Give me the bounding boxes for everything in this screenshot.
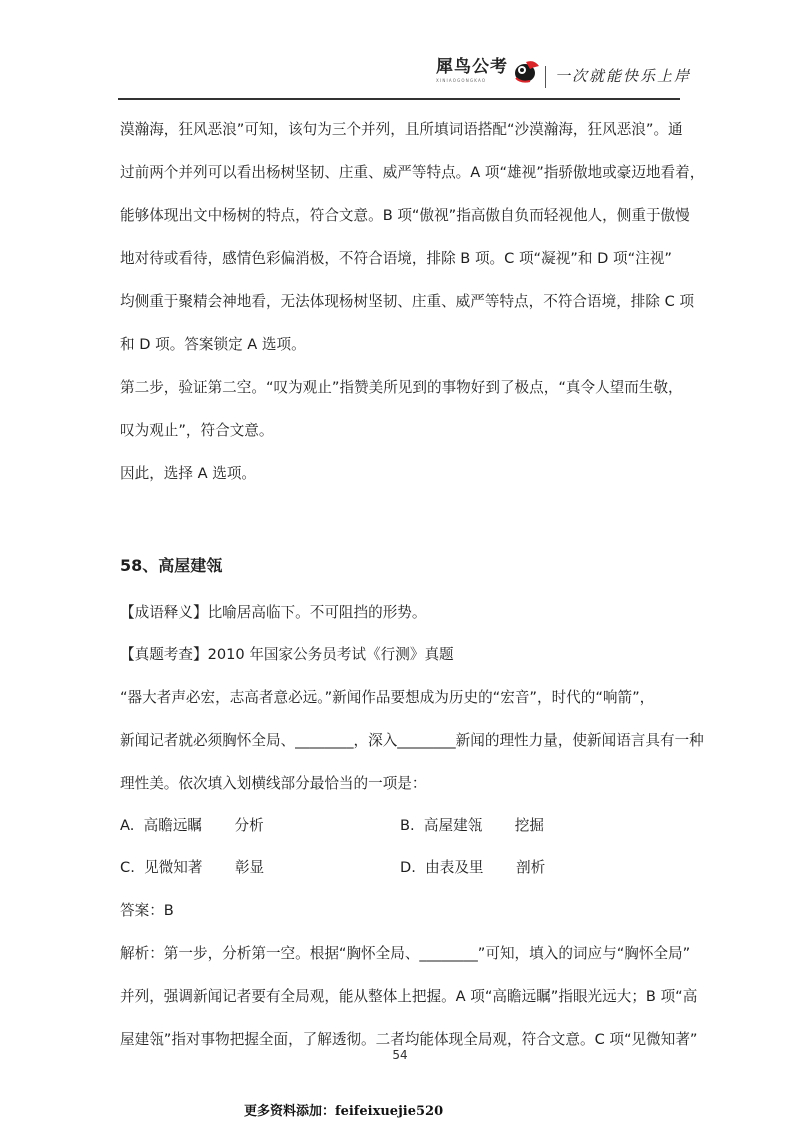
brand-subtitle: XINIAOGONGKAO xyxy=(436,78,487,83)
text-line: 能够体现出文中杨树的特点，符合文意。B 项“傲视”指高傲自负而轻视他人，侧重于傲慢 xyxy=(120,207,690,224)
page-number: 54 xyxy=(392,1048,408,1062)
question-title: 58、高屋建瓴 xyxy=(120,556,223,575)
option-c: C. 见微知著 彰显 xyxy=(120,859,265,876)
header-divider xyxy=(545,66,546,88)
text-line: 和 D 项。答案锁定 A 选项。 xyxy=(120,336,306,353)
options-row xyxy=(120,847,680,889)
question-stem-line: “器大者声必宏，志高者意必远。”新闻作品要想成为历史的“宏音”，时代的“响箭”， xyxy=(120,689,655,706)
text-line: 第二步，验证第二空。“叹为观止”指赞美所见到的事物好到了极点，“真令人望而生敬， xyxy=(120,379,683,396)
brand-logo xyxy=(436,56,540,88)
idiom-meaning: 【成语释义】比喻居高临下。不可阻挡的形势。 xyxy=(120,604,427,621)
text-line: 叹为观止”，符合文意。 xyxy=(120,422,274,439)
text-line: 因此，选择 A 选项。 xyxy=(120,465,257,482)
page-header xyxy=(0,0,800,100)
section-gap xyxy=(120,495,680,550)
hornbill-bird-icon xyxy=(512,58,540,88)
option-d: D. 由表及里 剖析 xyxy=(400,859,546,876)
text-line: 均侧重于聚精会神地看，无法体现杨树坚韧、庄重、威严等特点，不符合语境，排除 C 项 xyxy=(120,293,695,310)
analysis-continued xyxy=(120,108,705,495)
page-content xyxy=(120,108,705,1061)
option-a: A. 高瞻远瞩 分析 xyxy=(120,817,264,834)
brand-slogan: 一次就能快乐上岸 xyxy=(555,67,692,85)
header-rule xyxy=(118,98,680,100)
question-stem-line: 新闻记者就必须胸怀全局、________，深入________新闻的理性力量，使新闻语言具有一种 xyxy=(120,732,704,749)
brand-name: 犀鸟公考 xyxy=(436,57,508,77)
title-gap xyxy=(120,582,680,592)
answer-line: 答案：B xyxy=(120,902,174,919)
text-line: 过前两个并列可以看出杨树坚韧、庄重、威严等特点。A 项“雄视”指骄傲地或豪迈地看着， xyxy=(120,164,705,181)
exam-source: 【真题考查】2010 年国家公务员考试《行测》真题 xyxy=(120,646,454,663)
option-b: B. 高屋建瓴 挖掘 xyxy=(400,817,544,834)
text-line: 地对待或看待，感情色彩偏消极，不符合语境，排除 B 项。C 项“凝视”和 D 项“注视” xyxy=(120,250,672,267)
analysis-line: 屋建瓴”指对事物把握全面，了解透彻。二者均能体现全局观，符合文意。C 项“见微知著” xyxy=(120,1031,698,1048)
question-stem-line: 理性美。依次填入划横线部分最恰当的一项是： xyxy=(120,775,427,792)
analysis-line: 解析：第一步，分析第一空。根据“胸怀全局、________”可知，填入的词应与“胸怀全局” xyxy=(120,945,691,962)
text-line: 漠瀚海，狂风恶浪”可知，该句为三个并列，且所填词语搭配“沙漠瀚海，狂风恶浪”。通 xyxy=(120,121,683,138)
options-row xyxy=(120,805,680,847)
analysis-line: 并列，强调新闻记者要有全局观，能从整体上把握。A 项“高瞻远瞩”指眼光远大；B 项“高 xyxy=(120,988,698,1005)
footer-contact: 更多资料添加：feifeixuejie520 xyxy=(244,1104,444,1119)
